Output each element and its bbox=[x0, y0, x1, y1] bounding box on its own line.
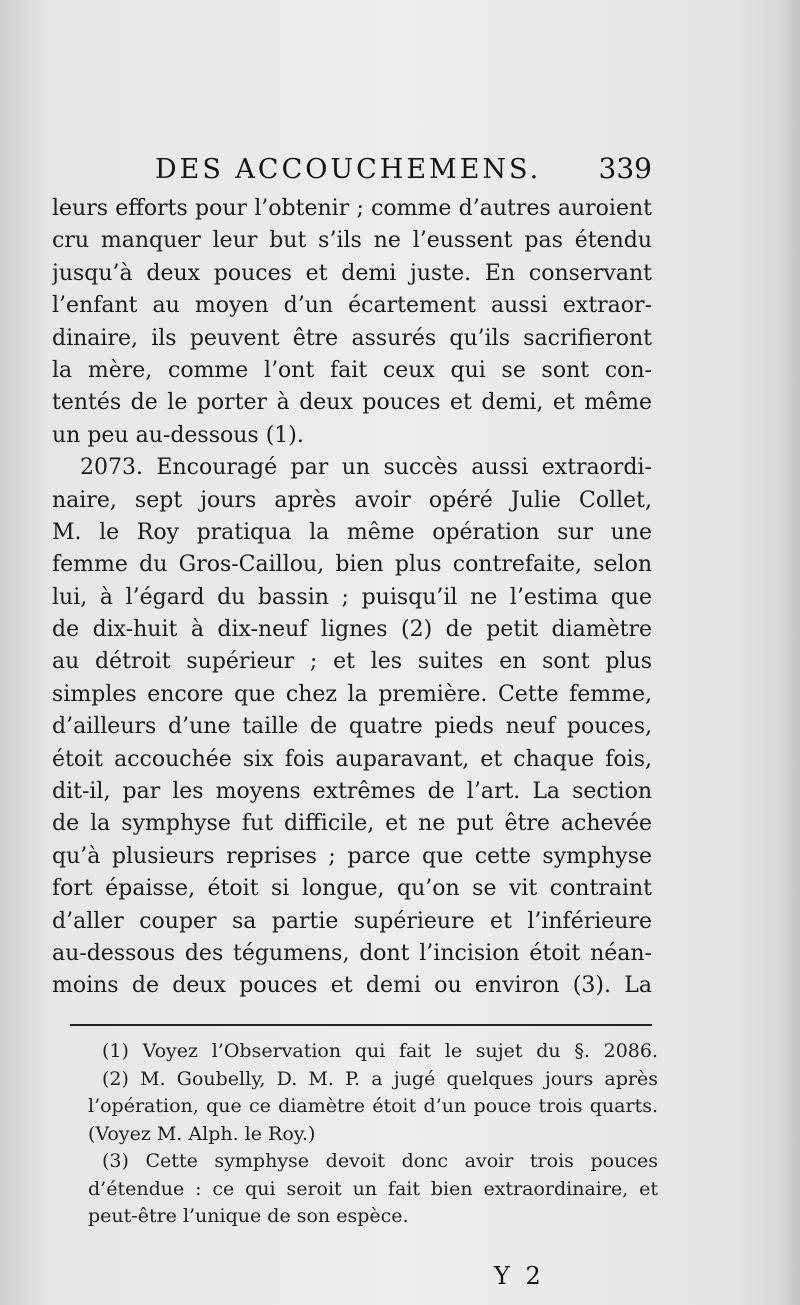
text-line: jusqu’à deux pouces et demi juste. En conservant bbox=[52, 260, 652, 286]
text-line: 2073. Encouragé par un succès aussi extraordi- bbox=[80, 455, 652, 481]
footnote-line: (2) M. Goubelly, D. M. P. a jugé quelques jours après bbox=[102, 1067, 658, 1090]
text-line: au détroit supérieur ; et les suites en sont plus bbox=[52, 649, 652, 675]
text-line: qu’à plusieurs reprises ; parce que cette symphyse bbox=[52, 843, 652, 869]
text-line: tentés de le porter à deux pouces et demi, et même bbox=[52, 390, 652, 416]
page-number: 339 bbox=[598, 152, 652, 185]
footnote-line: (1) Voyez l’Observation qui fait le sujet du §. 2086. bbox=[102, 1040, 658, 1062]
text-line: l’enfant au moyen d’un écartement aussi extraor- bbox=[52, 293, 652, 319]
text-line: dit-il, par les moyens extrêmes de l’art. La section bbox=[52, 779, 652, 805]
text-line: M. le Roy pratiqua la même opération sur une bbox=[52, 519, 652, 545]
text-line: de la symphyse fut difficile, et ne put être achevée bbox=[52, 811, 652, 837]
text-line: étoit accouchée six fois auparavant, et chaque fois, bbox=[52, 746, 652, 772]
text-line: dinaire, ils peuvent être assurés qu’ils sacrifieront bbox=[52, 325, 652, 351]
page-edge-shadow bbox=[782, 0, 800, 1305]
text-line: simples encore que chez la première. Cette femme, bbox=[52, 681, 652, 707]
body-text bbox=[52, 193, 652, 1003]
footnote-line: (3) Cette symphyse devoit donc avoir trois pouces bbox=[102, 1150, 658, 1172]
text-line: la mère, comme l’ont fait ceux qui se sont con- bbox=[52, 357, 652, 383]
running-title: DES ACCOUCHEMENS. bbox=[155, 154, 542, 185]
signature-mark: Y 2 bbox=[494, 1262, 545, 1290]
text-line: naire, sept jours après avoir opéré Julie Collet, bbox=[52, 487, 652, 513]
footnote-line: (Voyez M. Alph. le Roy.) bbox=[88, 1122, 316, 1145]
text-line: d’ailleurs d’une taille de quatre pieds neuf pouces, bbox=[52, 714, 652, 740]
footnote-line: d’étendue : ce qui seroit un fait bien extraordinaire, et bbox=[88, 1177, 658, 1200]
text-line: fort épaisse, étoit si longue, qu’on se vit contraint bbox=[52, 876, 652, 902]
footnote-line: l’opération, que ce diamètre étoit d’un pouce trois quarts. bbox=[88, 1095, 658, 1117]
text-line: au-dessous des tégumens, dont l’incision étoit néan- bbox=[52, 940, 652, 966]
footnote-rule bbox=[70, 1024, 652, 1026]
text-line: moins de deux pouces et demi ou environ (3). La bbox=[52, 973, 652, 999]
footnotes bbox=[88, 1038, 658, 1231]
text-line: leurs efforts pour l’obtenir ; comme d’autres auroient bbox=[52, 196, 652, 221]
text-line: d’aller couper sa partie supérieure et l’inférieure bbox=[52, 908, 652, 934]
text-line: lui, à l’égard du bassin ; puisqu’il ne l’estima que bbox=[52, 584, 652, 610]
text-line: femme du Gros-Caillou, bien plus contrefaite, selon bbox=[52, 552, 652, 578]
text-line: un peu au-dessous (1). bbox=[52, 422, 304, 448]
text-line: cru manquer leur but s’ils ne l’eussent pas étendu bbox=[52, 228, 652, 254]
footnote-line: peut-être l’unique de son espèce. bbox=[88, 1205, 409, 1227]
text-line: de dix-huit à dix-neuf lignes (2) de petit diamètre bbox=[52, 617, 652, 643]
running-head bbox=[60, 148, 660, 188]
